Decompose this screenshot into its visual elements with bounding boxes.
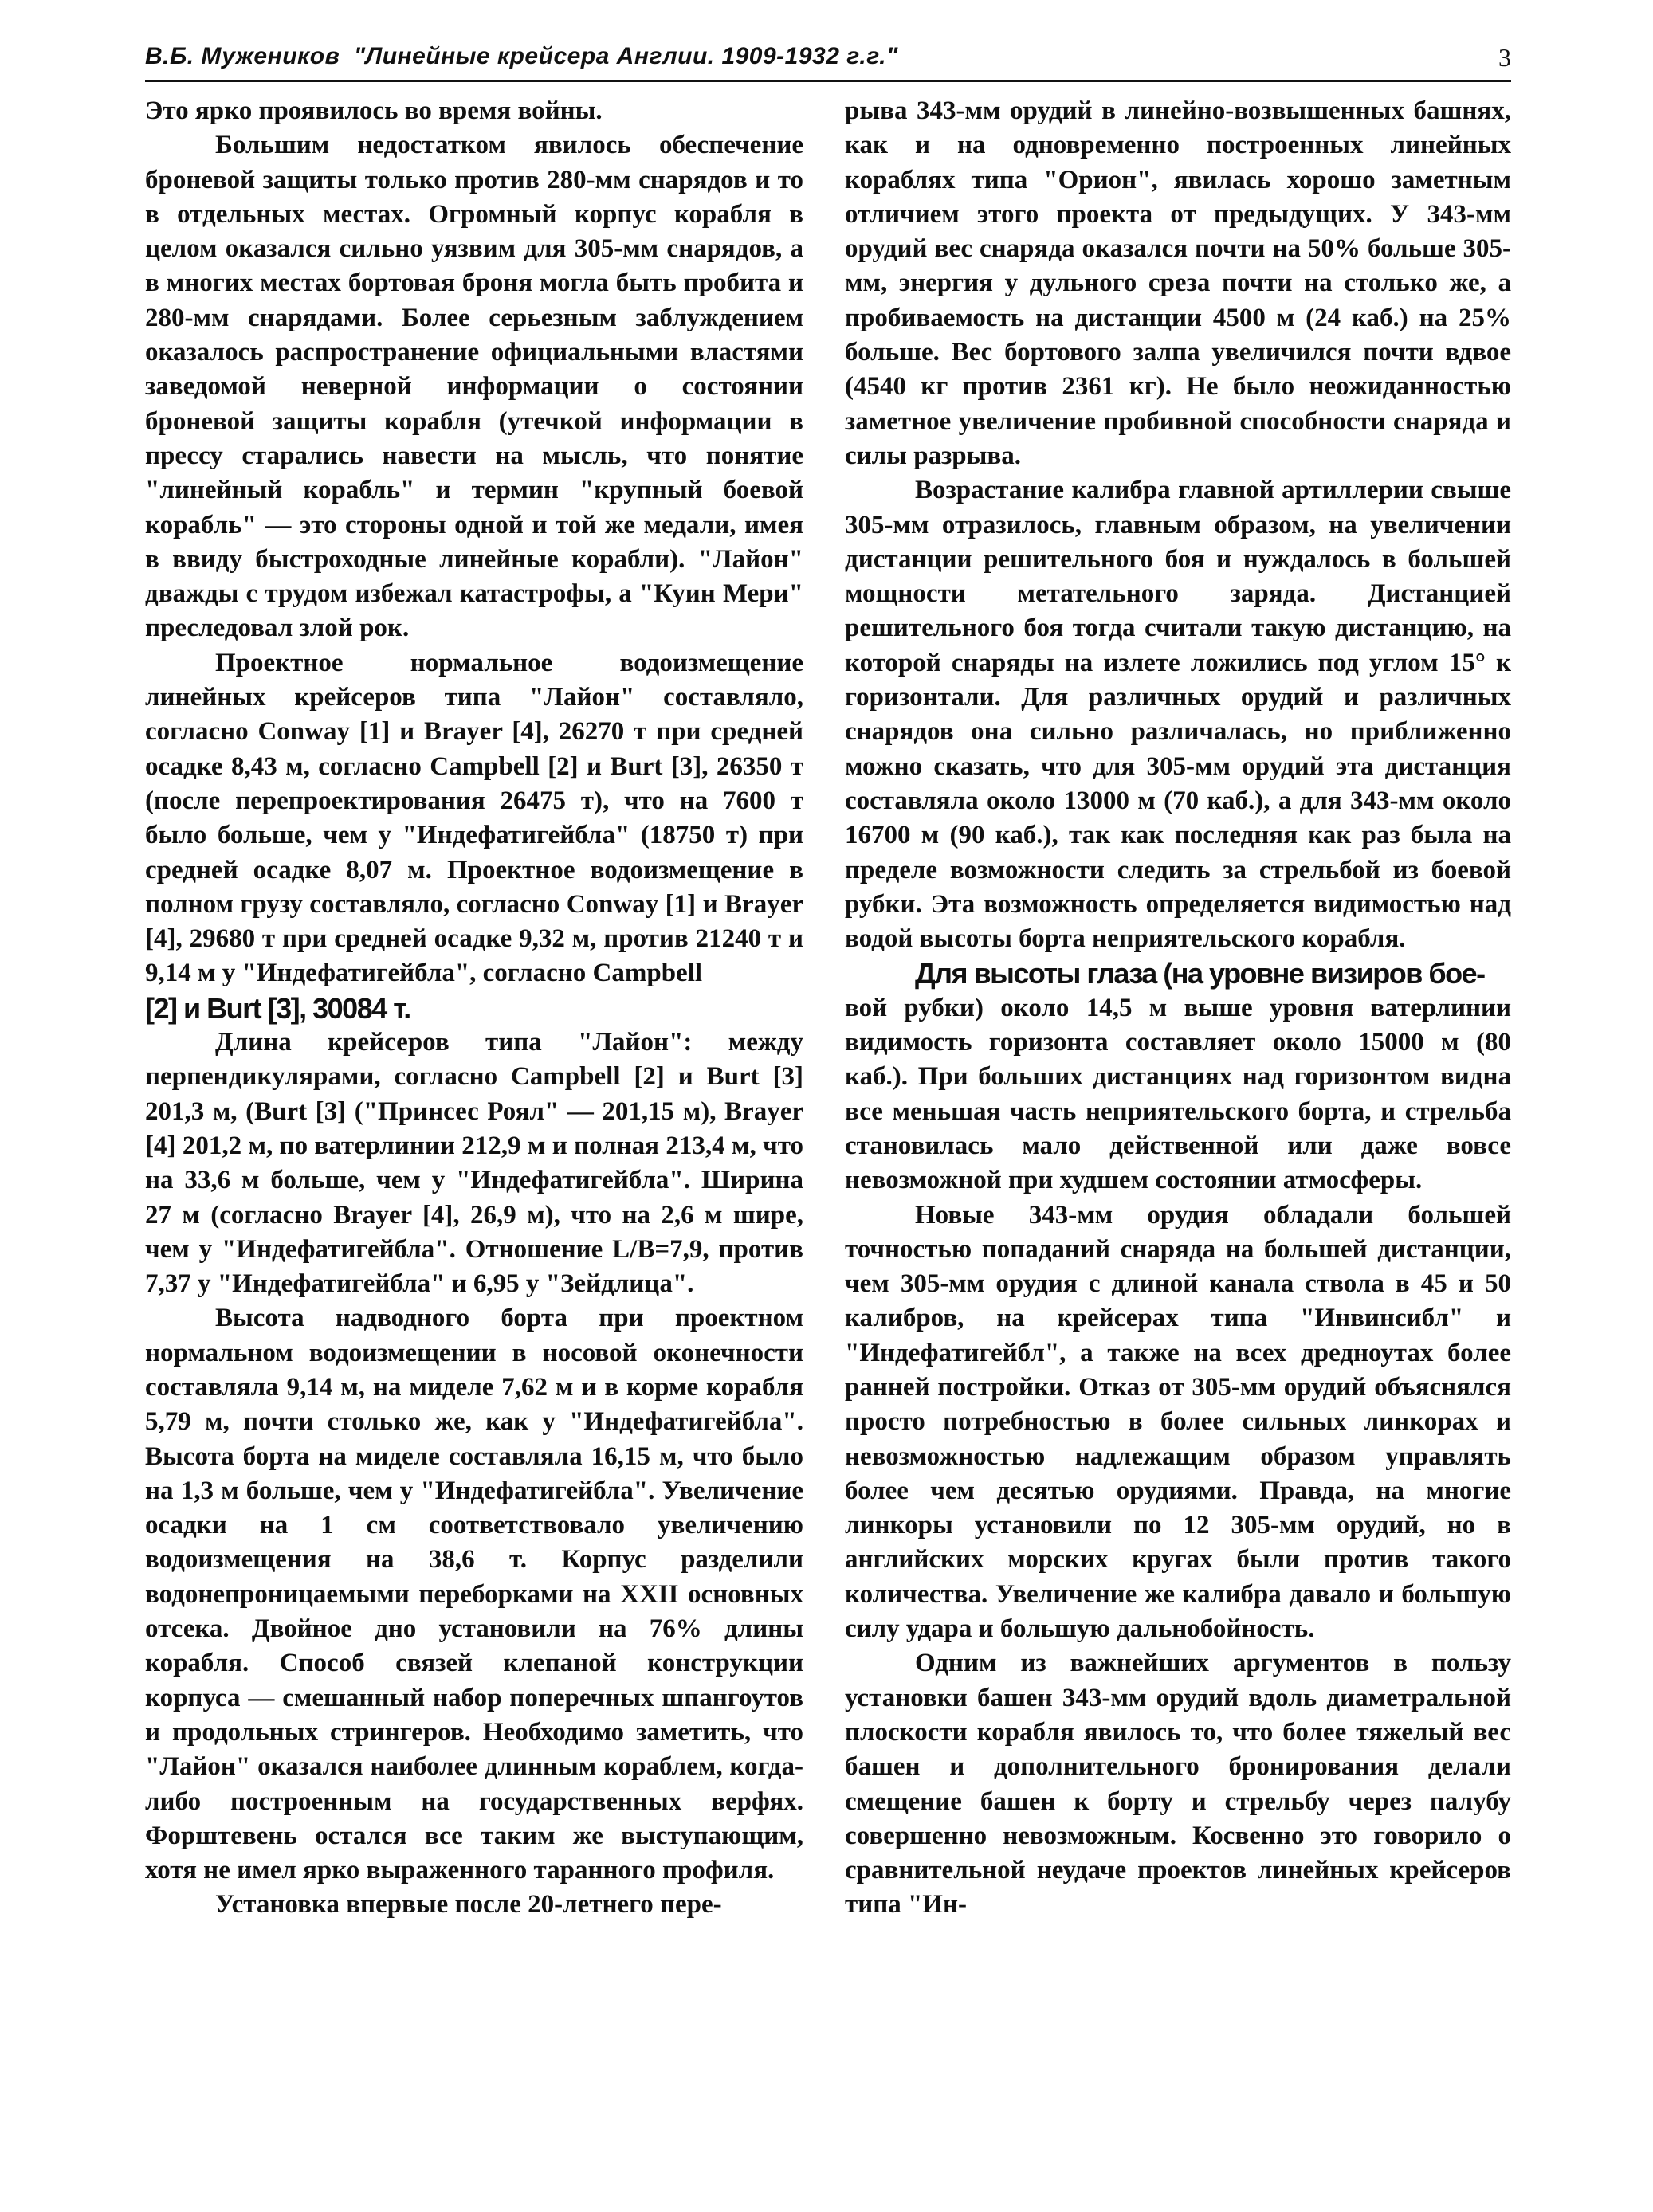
- page-number: 3: [1498, 43, 1511, 72]
- paragraph: вой рубки) около 14,5 м выше уровня ватерлинии видимость горизонта составляет около 15000 м (80 каб.). При больших дистанциях над горизонтом видна все меньшая часть неприятельского борта, и стрельба становилась мало действенной или даже вовсе невозможной при худшем состоянии атмосферы.: [845, 993, 1511, 1195]
- paragraph: Возрастание калибра главной артиллерии свыше 305-мм отразилось, главным образом, на увеличении дистанции решительного боя и нуждалось в большей мощности метательного заряда. Дистанцией решительного боя тогда считали такую дистанцию, на которой снаряды на излете ложились под углом 15° к горизонтали. Для различных орудий и различных снарядов она сильно различалась, но приближенно можно сказать, что для 305-мм орудий эта дистанция составляла около 13000 м (70 каб.), а для 343-мм около 16700 м (90 каб.), так как последняя как раз была на пределе возможности следить за стрельбой из боевой рубки. Эта возможность определяется видимостью над водой высоты борта неприятельского корабля.: [845, 476, 1511, 954]
- running-header: [145, 38, 1511, 80]
- paragraph-continuation: [2] и Burt [3], 30084 т.: [145, 991, 410, 1025]
- paragraph: Это ярко проявилось во время войны.: [145, 96, 603, 125]
- running-title: В.Б. Мужеников "Линейные крейсера Англии. 1909-1932 г.г.": [145, 43, 898, 69]
- paragraph: рыва 343-мм орудий в линейно-возвышенных башнях, как и на одновременно построенных линейных кораблях типа "Орион", явилась хорошо заметным отличием этого проекта от предыдущих. У 343-мм орудий вес снаряда оказался почти на 50% больше 305-мм, энергия у дульного среза почти на столько же, а пробиваемость на дистанции 4500 м (24 каб.) на 25% больше. Вес бортового залпа увеличился почти вдвое (4540 кг против 2361 кг). Не было неожиданностью заметное увеличение пробивной способности снаряда и силы разрыва.: [845, 96, 1511, 470]
- paragraph: Большим недостатком явилось обеспечение броневой защиты только против 280-мм снарядов и то в отдельных местах. Огромный корпус корабля в целом оказался сильно уязвим для 305-мм снарядов, а в многих местах бортовая броня могла быть пробита и 280-мм снарядами. Более серьезным заблуждением оказалось распространение официальными властями заведомой неверной информации о состоянии броневой защиты корабля (утечкой информации в прессу старались навести на мысль, что понятие "линейный корабль" и термин "крупный боевой корабль" — это стороны одной и той же медали, имея в ввиду быстроходные линейные корабли). "Лайон" дважды с трудом избежал катастрофы, а "Куин Мери" преследовал злой рок.: [145, 131, 803, 643]
- paragraph-start: Для высоты глаза (на уровне визиров бое-: [915, 957, 1485, 990]
- paragraph: Длина крейсеров типа "Лайон": между перпендикулярами, согласно Campbell [2] и Burt [3] 201,3 м, (Burt [3] ("Принсес Роял" — 201,15 м), Brayer [4] 201,2 м, по ватерлинии 212,9 м и полная 213,4 м, что на 33,6 м больше, чем у "Индефатигейбла". Ширина 27 м (согласно Brayer [4], 26,9 м), что на 2,6 м шире, чем у "Индефатигейбла". Отношение L/B=7,9, против 7,37 у "Индефатигейбла" и 6,95 у "Зейдлица".: [145, 1028, 803, 1299]
- paragraph: Установка впервые после 20-летнего пере-: [215, 1890, 722, 1920]
- paragraph: Высота надводного борта при проектном нормальном водоизмещении в носовой оконечности составляла 9,14 м, на миделе 7,62 м и в корме корабля 5,79 м, почти столько же, как у "Индефатигейбла". Высота борта на миделе составляла 16,15 м, что было на 1,3 м больше, чем у "Индефатигейбла". Увеличение осадки на 1 см соответствовало увеличению водоизмещения на 38,6 т. Корпус разделили водонепроницаемыми переборками на XXII основных отсека. Двойное дно установили на 76% длины корабля. Способ связей клепаной конструкции корпуса — смешанный набор поперечных шпангоутов и продольных стрингеров. Необходимо заметить, что "Лайон" оказался наиболее длинным кораблем, когда-либо построенным на государственных верфях. Форштевень остался все таким же выступающим, хотя не имел ярко выраженного таранного профиля.: [145, 1304, 803, 1885]
- paragraph: Новые 343-мм орудия обладали большей точностью попаданий снаряда на большей дистанции, чем 305-мм орудия с длиной канала ствола в 45 и 50 калибров, на крейсерах типа "Инвинсибл" и "Индефатигейбл", а также на всех дредноутах более ранней постройки. Отказ от 305-мм орудий объяснялся просто потребностью в более сильных линкорах и невозможностью надлежащим образом управлять более чем десятью орудиями. Правда, на многие линкоры установили по 12 305-мм орудий, но в английских морских кругах были против такого количества. Увеличение же калибра давало и большую силу удара и большую дальнобойность.: [845, 1200, 1511, 1644]
- left-column: [145, 94, 803, 1923]
- right-column: [845, 94, 1511, 1923]
- paragraph: Одним из важнейших аргументов в пользу установки башен 343-мм орудий вдоль диаметральной плоскости корабля явилось то, что более тяжелый вес башен и дополнительного бронирования делали смещение башен к борту и стрельбу через палубу совершенно невозможным. Косвенно это говорило о сравнительной неудаче проектов линейных крейсеров типа "Ин-: [845, 1649, 1511, 1920]
- paragraph: Проектное нормальное водоизмещение линейных крейсеров типа "Лайон" составляло, согласно Conway [1] и Brayer [4], 26270 т при средней осадке 8,43 м, согласно Campbell [2] и Burt [3], 26350 т (после перепроектирования 26475 т), что на 7600 т было больше, чем у "Индефатигейбла" (18750 т) при средней осадке 8,07 м. Проектное водоизмещение в полном грузу составляло, согласно Conway [1] и Brayer [4], 29680 т при средней осадке 9,32 м, против 21240 т и 9,14 м у "Индефатигейбла", согласно Campbell: [145, 648, 803, 988]
- header-divider: [145, 80, 1511, 82]
